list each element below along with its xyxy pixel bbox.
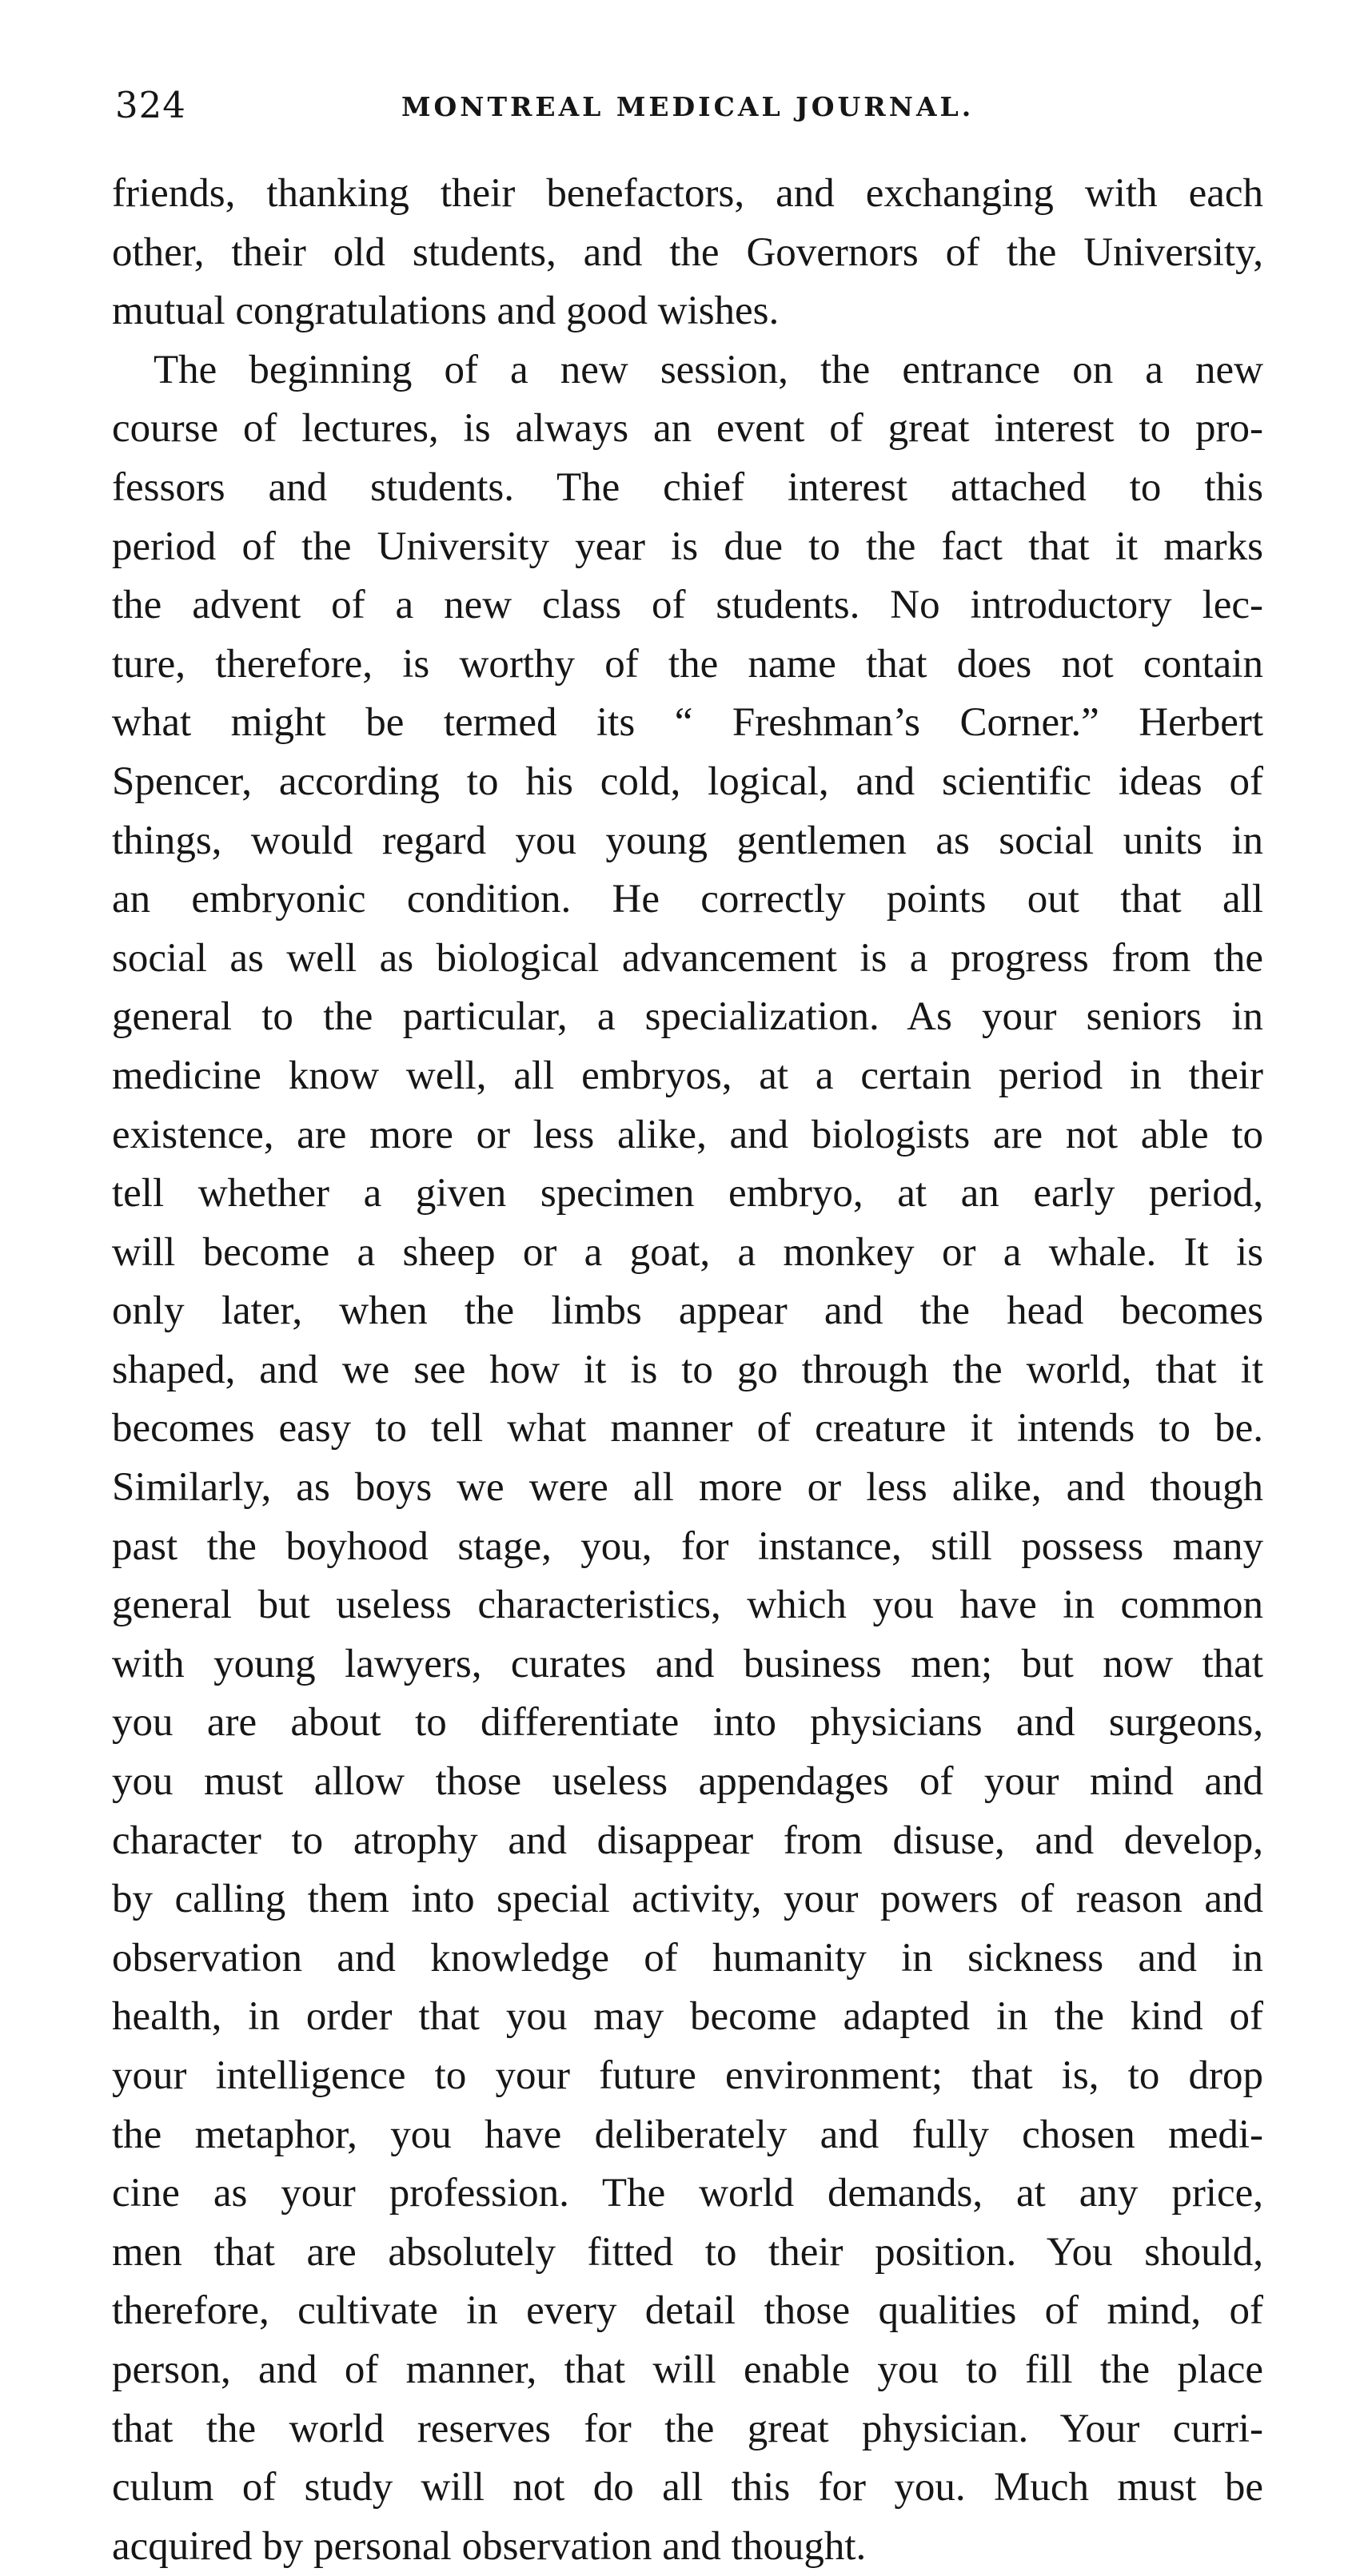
text-line: person, and of manner, that will enable you to fill the place: [112, 2347, 1263, 2392]
text-line: with young lawyers, curates and business men; but now that: [112, 1641, 1263, 1686]
text-line: health, in order that you may become adapted in the kind of: [112, 1994, 1263, 2040]
text-line: friends, thanking their benefactors, and exchanging with each: [112, 171, 1263, 216]
body-text: [112, 165, 1263, 2576]
text-line: therefore, cultivate in every detail those qualities of mind, of: [112, 2288, 1263, 2334]
paragraph: [112, 165, 1263, 341]
text-line: existence, are more or less alike, and biologists are not able to: [112, 1112, 1263, 1157]
text-line: your intelligence to your future environment; that is, to drop: [112, 2053, 1263, 2098]
text-line: men that are absolutely fitted to their position. You should,: [112, 2229, 1263, 2275]
text-line: mutual congratulations and good wishes.: [112, 289, 780, 334]
page-number: 324: [115, 84, 186, 126]
text-line: you are about to differentiate into physicians and surgeons,: [112, 1700, 1263, 1746]
paragraph: [112, 341, 1263, 2576]
text-line: The beginning of a new session, the entrance on a new: [154, 347, 1263, 392]
text-line: fessors and students. The chief interest attached to this: [112, 464, 1263, 510]
text-line: course of lectures, is always an event of great interest to pro-: [112, 406, 1263, 452]
text-line: observation and knowledge of humanity in sickness and in: [112, 1935, 1263, 1981]
text-line: Spencer, according to his cold, logical, and scientific ideas of: [112, 758, 1263, 804]
paragraph-container: [112, 165, 1263, 2576]
text-line: that the world reserves for the great physician. Your curri-: [112, 2406, 1263, 2451]
text-line: things, would regard you young gentlemen as social units in: [112, 818, 1263, 863]
text-line: by calling them into special activity, your powers of reason and: [112, 1877, 1263, 1922]
text-line: period of the University year is due to the fact that it marks: [112, 524, 1263, 569]
text-line: social as well as biological advancement is a progress from the: [112, 935, 1263, 981]
text-line: character to atrophy and disappear from disuse, and develop,: [112, 1818, 1263, 1863]
text-line: what might be termed its “ Freshman’s Corner.” Herbert: [112, 700, 1263, 746]
text-line: past the boyhood stage, you, for instance, still possess many: [112, 1523, 1263, 1569]
text-line: acquired by personal observation and thought.: [112, 2523, 867, 2569]
text-line: ture, therefore, is worthy of the name that does not contain: [112, 641, 1263, 687]
text-line: culum of study will not do all this for you. Much must be: [112, 2465, 1263, 2510]
text-line: cine as your profession. The world demands, at any price,: [112, 2171, 1263, 2216]
text-line: the metaphor, you have deliberately and fully chosen medi-: [112, 2112, 1263, 2157]
text-line: shaped, and we see how it is to go through the world, that it: [112, 1347, 1263, 1392]
text-line: tell whether a given specimen embryo, at an early period,: [112, 1171, 1263, 1216]
running-head: [112, 82, 1263, 129]
text-line: general but useless characteristics, which you have in common: [112, 1583, 1263, 1628]
text-line: will become a sheep or a goat, a monkey or a whale. It is: [112, 1229, 1263, 1275]
text-line: you must allow those useless appendages of your mind and: [112, 1759, 1263, 1805]
text-line: the advent of a new class of students. No introductory lec-: [112, 583, 1263, 628]
text-line: Similarly, as boys we were all more or less alike, and though: [112, 1465, 1263, 1511]
text-line: an embryonic condition. He correctly points out that all: [112, 877, 1263, 922]
text-line: medicine know well, all embryos, at a certain period in their: [112, 1053, 1263, 1098]
text-line: becomes easy to tell what manner of creature it intends to be.: [112, 1406, 1263, 1451]
journal-title: MONTREAL MEDICAL JOURNAL.: [401, 91, 975, 122]
text-line: general to the particular, a specialization. As your seniors in: [112, 994, 1263, 1040]
text-line: only later, when the limbs appear and the head becomes: [112, 1288, 1263, 1334]
text-line: other, their old students, and the Governors of the University,: [112, 229, 1263, 275]
